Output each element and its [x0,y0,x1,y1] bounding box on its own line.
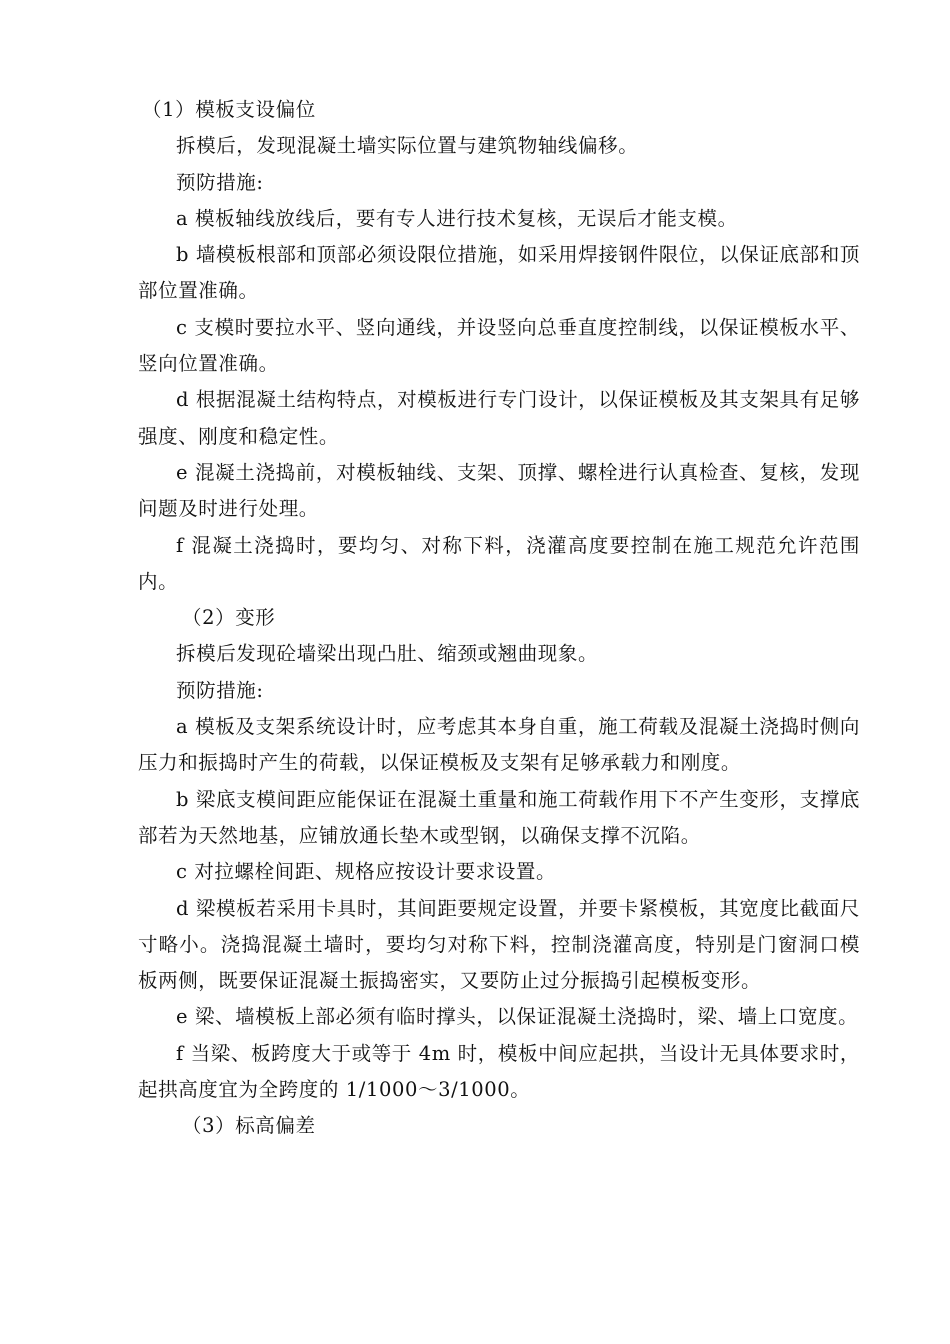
paragraph: a 模板轴线放线后，要有专人进行技术复核，无误后才能支模。 [176,206,738,230]
paragraph: 预防措施: [176,170,264,194]
paragraph: d 根据混凝土结构特点，对模板进行专门设计，以保证模板及其支架具有足够强度、刚度和稳定性。 [138,388,860,448]
paragraph: 拆模后，发现混凝土墙实际位置与建筑物轴线偏移。 [176,134,639,158]
section-heading-1: （1）模板支设偏位 [142,98,316,121]
paragraph: a 模板及支架系统设计时，应考虑其本身自重，施工荷载及混凝土浇捣时侧向压力和振捣时产生的荷载，以保证模板及支架有足够承载力和刚度。 [138,715,860,775]
paragraph: b 墙模板根部和顶部必须设限位措施，如采用焊接钢件限位，以保证底部和顶部位置准确。 [138,243,860,303]
paragraph: 拆模后发现砼墙梁出现凸肚、缩颈或翘曲现象。 [176,642,599,666]
paragraph: f 混凝土浇捣时，要均匀、对称下料，浇灌高度要控制在施工规范允许范围内。 [138,533,860,593]
document-body [138,92,860,1145]
paragraph: e 梁、墙模板上部必须有临时撑头，以保证混凝土浇捣时，梁、墙上口宽度。 [176,1005,859,1029]
paragraph: c 对拉螺栓间距、规格应按设计要求设置。 [176,860,557,884]
paragraph: c 支模时要拉水平、竖向通线，并设竖向总垂直度控制线，以保证模板水平、竖向位置准确。 [138,315,860,376]
paragraph: 预防措施: [176,678,264,702]
paragraph: e 混凝土浇捣前，对模板轴线、支架、顶撑、螺栓进行认真检查、复核，发现问题及时进行处理。 [138,460,860,521]
section-heading-2: （2）变形 [182,606,276,630]
paragraph: b 梁底支模间距应能保证在混凝土重量和施工荷载作用下不产生变形，支撑底部若为天然地基，应铺放通长垫木或型钢，以确保支撑不沉陷。 [138,787,860,847]
paragraph: d 梁模板若采用卡具时，其间距要规定设置，并要卡紧模板，其宽度比截面尺寸略小。浇捣混凝土墙时，要均匀对称下料，控制浇灌高度，特别是门窗洞口模板两侧，既要保证混凝土振捣密实，又要防止过分振捣引起模板变形。 [138,896,860,993]
paragraph: f 当梁、板跨度大于或等于 4m 时，模板中间应起拱，当设计无具体要求时，起拱高度宜为全跨度的 1/1000～3/1000。 [138,1041,860,1102]
section-heading-3: （3）标高偏差 [182,1114,316,1138]
